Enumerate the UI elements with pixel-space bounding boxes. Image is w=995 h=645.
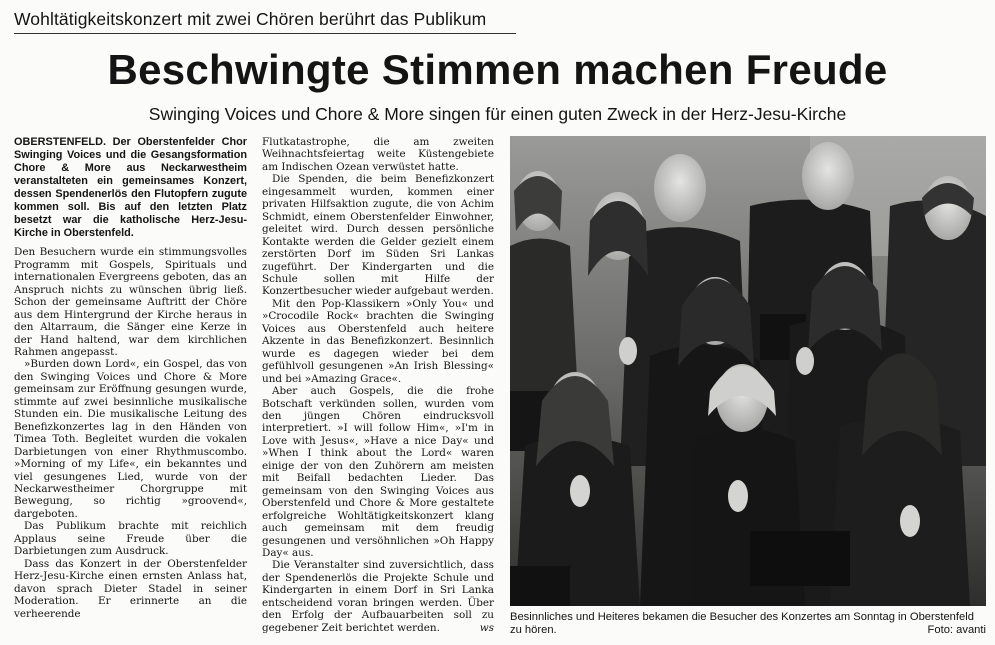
article-lead: OBERSTENFELD. Der Oberstenfelder Chor Swinging Voices und die Gesangsformation Chore & More aus Neckarwestheim veranstalteten ein gemeinsames Konzert, dessen Spendenerlös den Flutopfern zugute kommen soll. Bis auf den letzten Platz besetzt war die katholische Herz-Jesu-Kirche in Oberstenfeld. [14, 136, 247, 240]
photo-caption-text: Besinnliches und Heiteres bekamen die Besucher des Konzertes am Sonntag in Oberstenfeld zu hören. [510, 611, 974, 636]
body-paragraph [262, 559, 494, 634]
body-paragraph: Dass das Konzert in der Oberstenfelder Herz-Jesu-Kirche einen ernsten Anlass hat, davon sprach Dieter Stadel in seiner Moderation. Er erinnerte an die verheerende [14, 557, 247, 620]
author-signature: ws [479, 621, 494, 634]
article-subheadline: Swinging Voices und Chore & More singen für einen guten Zweck in der Herz-Jesu-Kirche [148, 104, 847, 124]
body-paragraph-text: Die Veranstalter sind zuversichtlich, dass der Spendenerlös die Projekte Schule und Kindergarten in einem Dorf in Sri Lanka entscheidend voran bringen werden. Über den Erfolg der Aufbauarbeiten soll zu gegebener Zeit berichtet werden. [262, 559, 494, 634]
text-column-1 [14, 136, 247, 620]
body-paragraph: Den Besuchern wurde ein stimmungsvolles Programm mit Gospels, Spirituals und internationalen Evergreens geboten, das an Anspruch nichts zu wünschen übrig ließ. Schon der gemeinsame Auftritt der Chöre aus dem Hintergrund der Kirche heraus in den Altarraum, die Sänger eine Kerze in der Hand haltend, war dem kirchlichen Rahmen angepasst. [14, 246, 247, 358]
body-paragraph: Das Publikum brachte mit reichlich Applaus seine Freude über die Darbietungen zum Ausdruck. [14, 520, 247, 558]
choir-photo [510, 136, 986, 606]
body-paragraph: Die Spenden, die beim Benefizkonzert eingesammelt wurden, kommen einer privaten Hilfsaktion zugute, die von Achim Schmidt, einem Oberstenfelder Einwohner, geleitet wird. Durch dessen persönliche Kontakte werden die Gelder gezielt einem zerstörten Dorf im Süden Sri Lankas zugeführt. Der Kindergarten und die Schule sollen mit Hilfe der Konzertbesucher wieder aufgebaut werden. [262, 173, 494, 298]
photo-credit: Foto: avanti [927, 624, 986, 636]
body-paragraph: Mit den Pop-Klassikern »Only You« und »Crocodile Rock« brachten die Swinging Voices aus Oberstenfeld auch heitere Akzente in das Benefizkonzert. Besinnlich wurde es dagegen wieder bei dem gefühlvoll gesungenen »An Irish Blessing« und bei »Amazing Grace«. [262, 297, 494, 385]
photo-caption [510, 611, 986, 637]
article-headline: Beschwingte Stimmen machen Freude [107, 46, 888, 93]
body-paragraph: Aber auch Gospels, die die frohe Botschaft verkünden sollen, wurden vom den jüngen Chören eindrucksvoll interpretiert. »I will follow Him«, »I'm in Love with Jesus«, »Have a nice Day« und »When I think about the Lord« waren einige der von den Zuhörern am meisten mit Beifall bedachten Lieder. Das gemeinsam von den Swinging Voices aus Oberstenfeld und Chore & More gestaltete erfolgreiche Wohltätigkeitskonzert klang auch gemeinsam mit dem freudig gesungenen und versöhnlichen »Oh Happy Day« aus. [262, 385, 494, 559]
body-paragraph: Flutkatastrophe, die am zweiten Weihnachtsfeiertag weite Küstengebiete am Indischen Ozean verwüstet hatte. [262, 136, 494, 173]
body-paragraph: »Burden down Lord«, ein Gospel, das von den Swinging Voices und Chore & More gemeinsam zur Eröffnung gesungen wurde, stimmte auf zwei besinnliche musikalische Stunden ein. Die musikalische Leitung des Benefizkonzertes lag in den Händen von Timea Toth. Begleitet wurden die vokalen Darbietungen von einer Rhythmuscombo. »Morning of my Life«, ein bekanntes und viel gesungenes Lied, wurde von der Neckarwestheimer Chorgruppe mit Bewegung, so richtig »groovend«, dargeboten. [14, 358, 247, 520]
article-kicker: Wohltätigkeitskonzert mit zwei Chören berührt das Publikum [14, 9, 516, 34]
text-column-2 [262, 136, 494, 634]
